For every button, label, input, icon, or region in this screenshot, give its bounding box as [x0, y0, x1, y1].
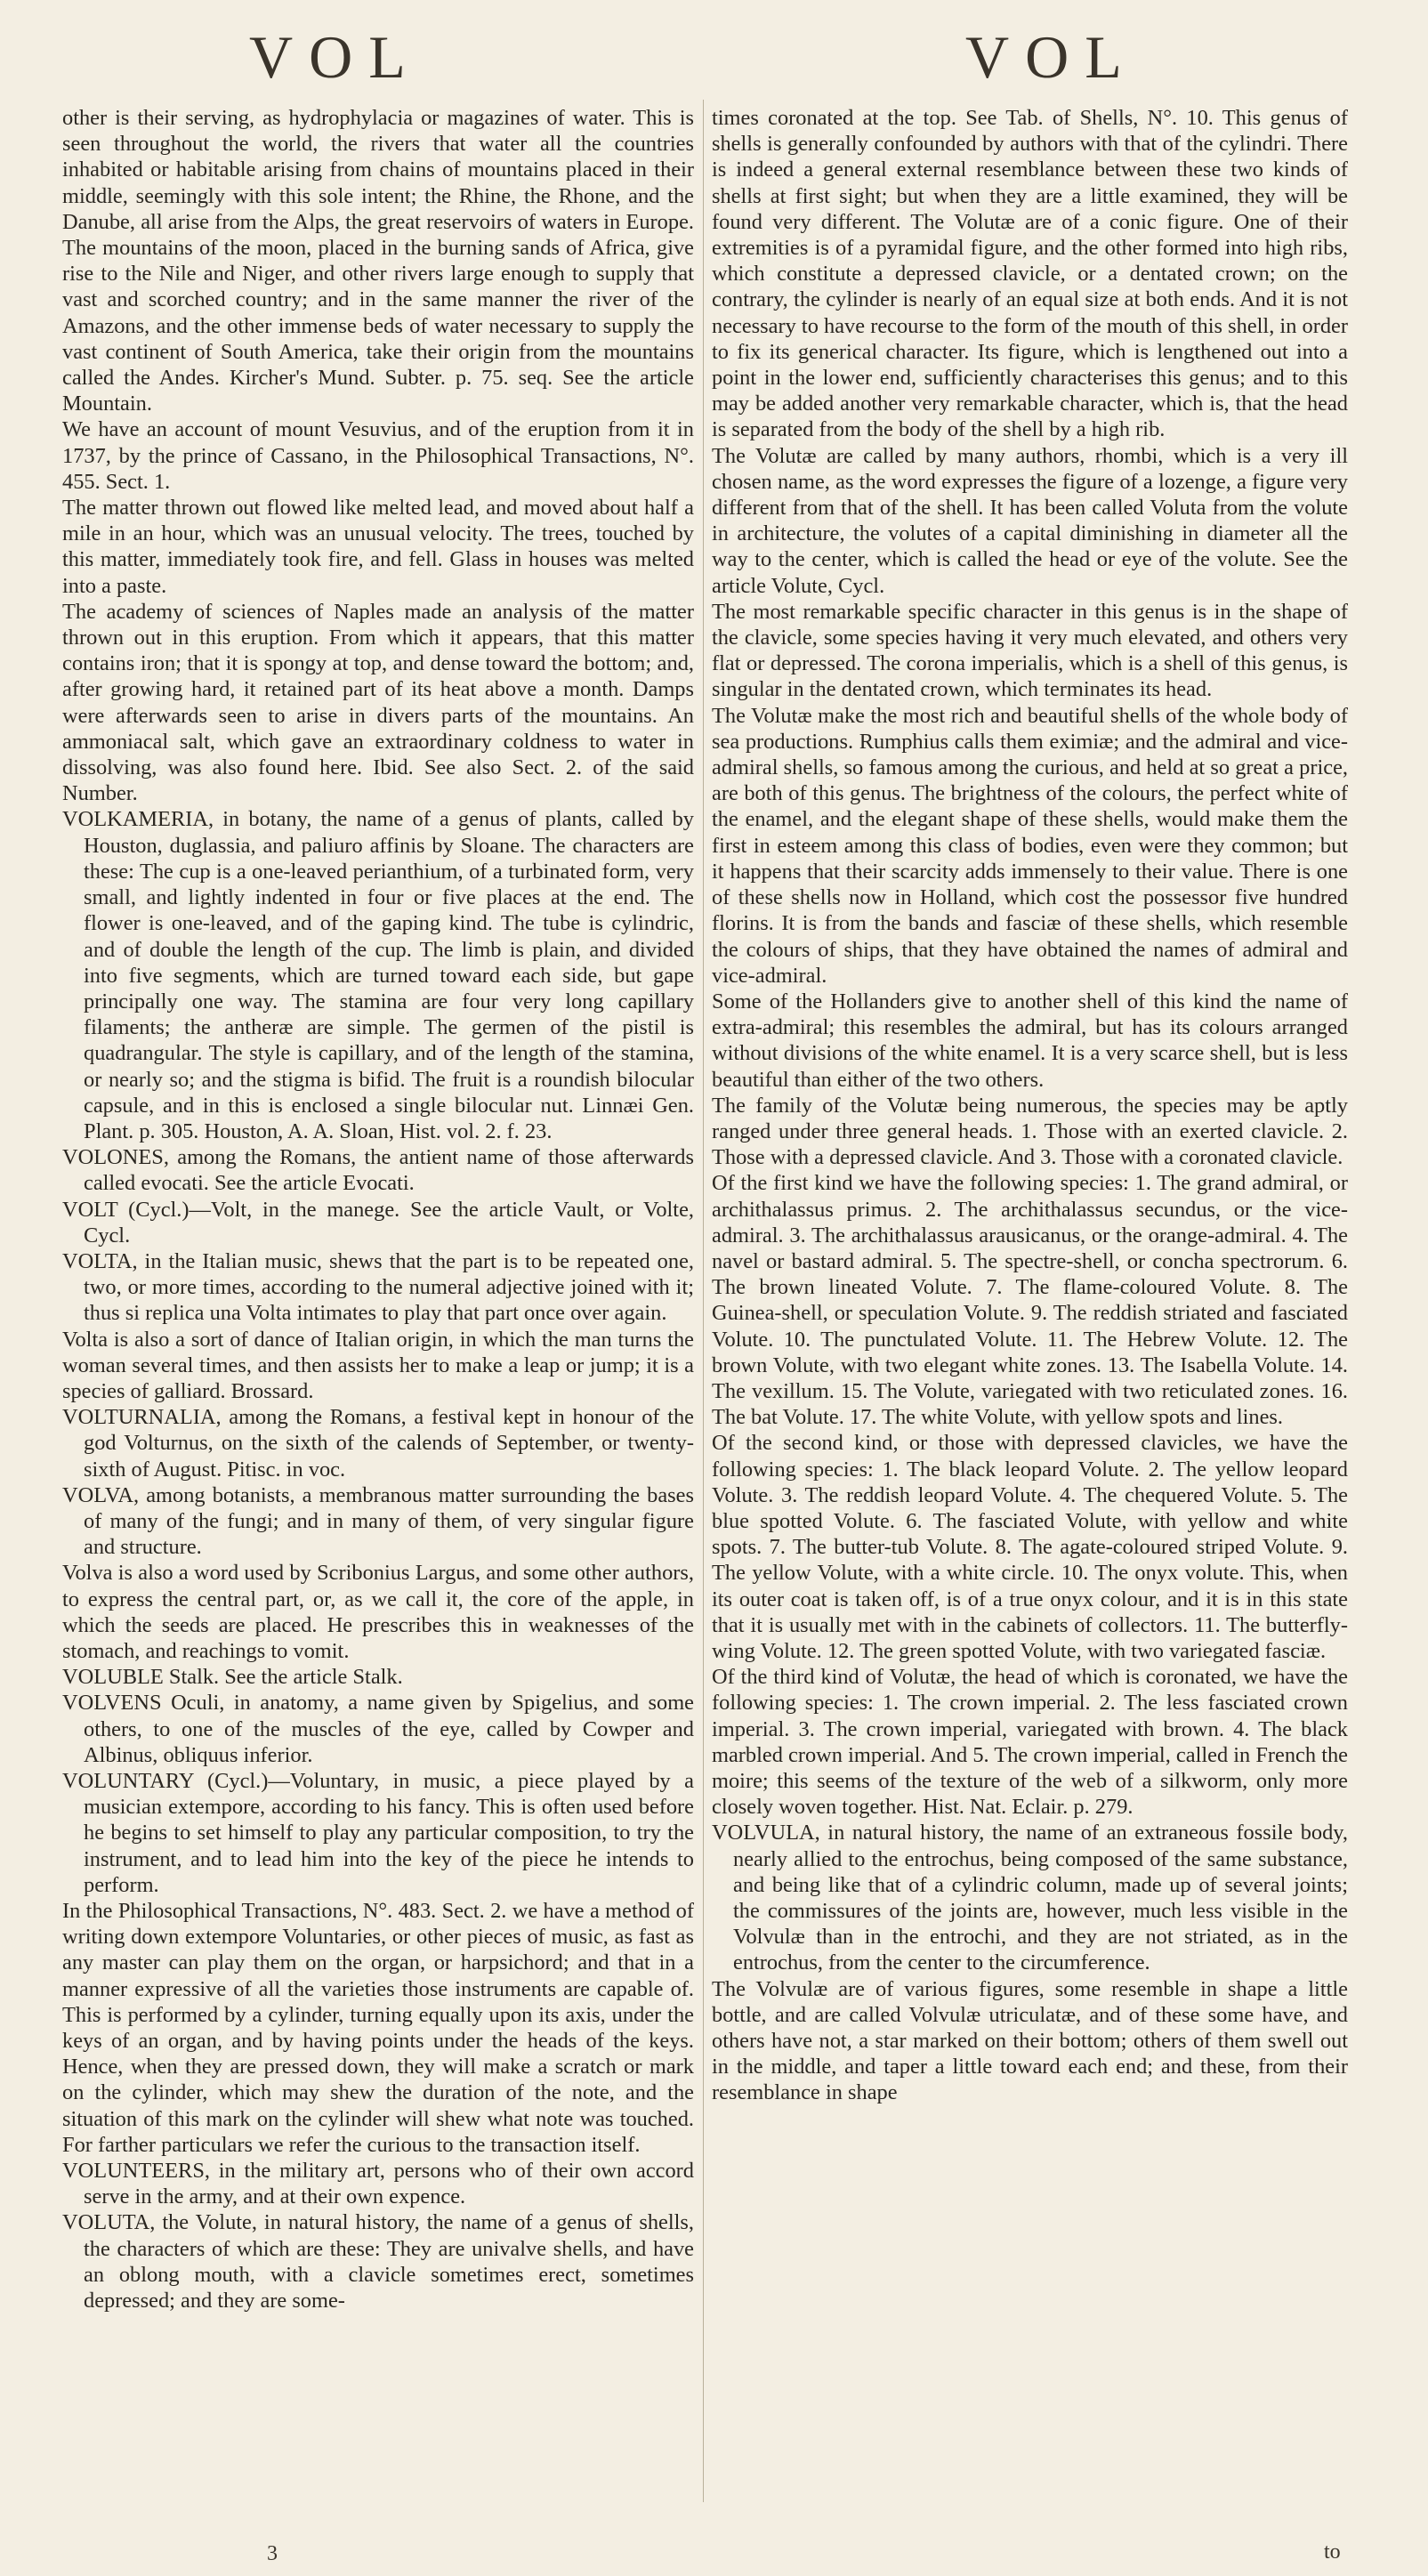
left-column [62, 105, 694, 2534]
entry-volkameria: VOLKAMERIA, in botany, the name of a genus of plants, called by Houston, duglassia, and paliuro affinis by Sloane. The characters are these: The cup is a one-leaved perianthium, of a turbinated form, very small, and lightly indented in four or five places at the end. The flower is one-leaved, and of the gaping kind. The tube is cylindric, and of double the length of the cup. The limb is plain, and divided into five segments, which are turned toward each side, but gape principally one way. The stamina are four very long capillary filaments; the antheræ are simple. The germen of the pistil is quadrangular. The style is capillary, and of the length of the stamina, or nearly so; and the stigma is bifid. The fruit is a roundish bilocular capsule, and in this is enclosed a single bilocular nut. Linnæi Gen. Plant. p. 305. Houston, A. A. Sloan, Hist. vol. 2. f. 23. [62, 807, 694, 1143]
entry-volvens: VOLVENS Oculi, in anatomy, a name given by Spigelius, and some others, to one of the muscles of the eye, called by Cowper and Albinus, obliquus inferior. [62, 1691, 694, 1767]
paragraph: Of the second kind, or those with depressed clavicles, we have the following species: 1. The black leopard Volute. 2. The yellow leopard Volute. 3. The reddish leopard Volute. 4. The chequered Volute. 5. The blue spotted Volute. 6. The fasciated Volute, with yellow and white spots. 7. The butter-tub Volute. 8. The agate-coloured striped Volute. 9. The yellow Volute, with a white circle. 10. The onyx volute. This, when its outer coat is taken off, is of a true onyx colour, and it is in this state that it is usually met with in the cabinets of collectors. 11. The butterfly-wing Volute. 12. The green spotted Volute, with two variegated fasciæ. [712, 1431, 1348, 1663]
entry-volunteers: VOLUNTEERS, in the military art, persons who of their own accord serve in the army, and at their own expence. [62, 2159, 694, 2209]
paragraph: The family of the Volutæ being numerous, the species may be aptly ranged under three general heads. 1. Those with an exerted clavicle. 2. Those with a depressed clavicle. And 3. Those with a coronated clavicle. [712, 1093, 1348, 1170]
running-head-right: VOL [965, 23, 1138, 91]
paragraph: In the Philosophical Transactions, N°. 483. Sect. 2. we have a method of writing down extempore Voluntaries, or other pieces of music, as fast as any master can play them on the organ, or harpsichord; and that in a manner expressive of all the varieties those instruments are capable of. This is performed by a cylinder, turning equally upon its axis, under the keys of an organ, and by having points under the heads of the keys. Hence, when they are pressed down, they will make a scratch or mark on the cylinder, which may shew the duration of the note, and the situation of this mark on the cylinder will shew what note was touched. For farther particulars we refer the curious to the transaction itself. [62, 1899, 694, 2157]
column-divider [703, 100, 704, 2502]
paragraph: The academy of sciences of Naples made an analysis of the matter thrown out in this eruption. From which it appears, that this matter contains iron; that it is spongy at top, and dense toward the bottom; and, after growing hard, it retained part of its heat above a month. Damps were afterwards seen to arise in divers parts of the mountains. An ammoniacal salt, which gave an extraordinary coldness to water in dissolving, was also found here. Ibid. See also Sect. 2. of the said Number. [62, 599, 694, 806]
paragraph: times coronated at the top. See Tab. of Shells, N°. 10. This genus of shells is generally confounded by authors with that of the cylindri. There is indeed a general external resemblance between these two kinds of shells at first sight; but when they are a little examined, they will be found very different. The Volutæ are of a conic figure. One of their extremities is of a pyramidal figure, and the other formed into high ribs, which constitute a depressed clavicle, or a dentated crown; on the contrary, the cylinder is nearly of an equal size at both ends. And it is not necessary to have recourse to the form of the mouth of this shell, in order to fix its generical character. Its figure, which is lengthened out into a point in the lower end, sufficiently characterises this genus; and to this may be added another very remarkable character, which is, that the head is separated from the body of the shell by a high rib. [712, 106, 1348, 442]
entry-volturnalia: VOLTURNALIA, among the Romans, a festival kept in honour of the god Volturnus, on the sixth of the calends of September, or twenty-sixth of August. Pitisc. in voc. [62, 1405, 694, 1482]
running-head-left: VOL [249, 23, 422, 91]
entry-voluble: VOLUBLE Stalk. See the article Stalk. [62, 1665, 403, 1690]
paragraph: Some of the Hollanders give to another shell of this kind the name of extra-admiral; this resembles the admiral, but has its colours arranged without divisions of the white enamel. It is a very scarce shell, but is less beautiful than either of the two others. [712, 989, 1348, 1092]
paragraph: The matter thrown out flowed like melted lead, and moved about half a mile in an hour, which was an unusual velocity. The trees, touched by this matter, immediately took fire, and fell. Glass in houses was melted into a paste. [62, 496, 694, 598]
entry-volt: VOLT (Cycl.)—Volt, in the manege. See the article Vault, or Volte, Cycl. [62, 1197, 694, 1248]
paragraph: Volva is also a word used by Scribonius Largus, and some other authors, to express the central part, or, as we call it, the core of the apple, in which the seeds are placed. He prescribes this in weaknesses of the stomach, and reachings to vomit. [62, 1561, 694, 1663]
entry-voluntary: VOLUNTARY (Cycl.)—Voluntary, in music, a piece played by a musician extempore, according to his fancy. This is often used before he begins to set himself to play any particular composition, to try the instrument, and to lead him into the key of the piece he intends to perform. [62, 1769, 694, 1897]
entry-voluta: VOLUTA, the Volute, in natural history, the name of a genus of shells, the characters of which are these: They are univalve shells, and have an oblong mouth, with a clavicle sometimes erect, sometimes depressed; and they are some- [62, 2210, 694, 2314]
paragraph: The most remarkable specific character in this genus is in the shape of the clavicle, some species having it very much elevated, and others very flat or depressed. The corona imperialis, which is a shell of this genus, is singular in the dentated crown, which terminates its head. [712, 599, 1348, 702]
paragraph: The Volutæ are called by many authors, rhombi, which is a very ill chosen name, as the word expresses the figure of a lozenge, a figure very different from that of the shell. It has been called Voluta from the volute in architecture, the volutes of a capital diminishing in diameter all the way to the center, which is called the head or eye of the volute. See the article Volute, Cycl. [712, 443, 1348, 598]
entry-volva: VOLVA, among botanists, a membranous matter surrounding the bases of many of the fungi; and in many of them, of very singular figure and structure. [62, 1482, 694, 1560]
right-column [712, 105, 1348, 2534]
paragraph: Of the third kind of Volutæ, the head of which is coronated, we have the following species: 1. The crown imperial. 2. The less fasciated crown imperial. 3. The crown imperial, variegated with brown. 4. The black marbled crown imperial. And 5. The crown imperial, called in French the moire; this seems of the texture of the web of a silkworm, only more closely woven together. Hist. Nat. Eclair. p. 279. [712, 1665, 1348, 1820]
page-number: 3 [267, 2542, 278, 2565]
paragraph: The Volutæ make the most rich and beautiful shells of the whole body of sea productions. Rumphius calls them eximiæ; and the admiral and vice-admiral shells, so famous among the curious, and held at so great a price, are both of this genus. The brightness of the colours, the perfect white of the enamel, and the elegant shape of these shells, would make them the first in esteem among this class of bodies, even were they common; but it happens that their scarcity adds immensely to their value. There is one of these shells now in Holland, which cost the possessor five hundred florins. It is from the bands and fasciæ of these shells, which resemble the colours of ships, that they have obtained the names of admiral and vice-admiral. [712, 703, 1348, 988]
paragraph: The Volvulæ are of various figures, some resemble in shape a little bottle, and are called Volvulæ utriculatæ, and of these some have, and others have not, a star marked on their bottom; others of them swell out in the middle, and taper a little toward each end; and these, from their resemblance in shape [712, 1976, 1348, 2105]
entry-volvula: VOLVULA, in natural history, the name of an extraneous fossile body, nearly allied to the entrochus, being composed of the same substance, and being like that of a cylindric column, made up of several joints; the commissures of the joints are, however, much less visible in the Volvulæ than in the entrochi, and they are not striated, as in the entrochus, from the center to the circumference. [712, 1821, 1348, 1975]
entry-volta: VOLTA, in the Italian music, shews that the part is to be repeated one, two, or more times, according to the numeral adjective joined with it; thus si replica una Volta intimates to play that part once over again. [62, 1248, 694, 1326]
paragraph: Volta is also a sort of dance of Italian origin, in which the man turns the woman several times, and then assists her to make a leap or jump; it is a species of galliard. Brossard. [62, 1327, 694, 1403]
paragraph: other is their serving, as hydrophylacia or magazines of water. This is seen throughout the world, the rivers that water all the countries inhabited or habitable arising from chains of mountains placed in their middle, seemingly with this sole intent; the Rhine, the Rhone, and the Danube, all arise from the Alps, the great reservoirs of waters in Europe. The mountains of the moon, placed in the burning sands of Africa, give rise to the Nile and Niger, and other rivers large enough to supply that vast and scorched country; and in the same manner the river of the Amazons, and the other immense beds of water necessary to supply the vast continent of South America, take their origin from the mountains called the Andes. Kircher's Mund. Subter. p. 75. seq. See the article Mountain. [62, 106, 694, 416]
paragraph: Of the first kind we have the following species: 1. The grand admiral, or archithalassus primus. 2. The archithalassus secundus, or the vice-admiral. 3. The archithalassus arausicanus, or the orange-admiral. 4. The navel or bastard admiral. 5. The spectre-shell, or concha spectrorum. 6. The brown lineated Volute. 7. The flame-coloured Volute. 8. The Guinea-shell, or speculation Volute. 9. The reddish striated and fasciated Volute. 10. The punctulated Volute. 11. The Hebrew Volute. 12. The brown Volute, with two elegant white zones. 13. The Isabella Volute. 14. The vexillum. 15. The Volute, variegated with two reticulated zones. 16. The bat Volute. 17. The white Volute, with yellow spots and lines. [712, 1171, 1348, 1430]
catchword: to [1324, 2540, 1341, 2564]
paragraph: We have an account of mount Vesuvius, and of the eruption from it in 1737, by the prince of Cassano, in the Philosophical Transactions, N°. 455. Sect. 1. [62, 417, 694, 494]
entry-volones: VOLONES, among the Romans, the antient name of those afterwards called evocati. See the article Evocati. [62, 1145, 694, 1196]
